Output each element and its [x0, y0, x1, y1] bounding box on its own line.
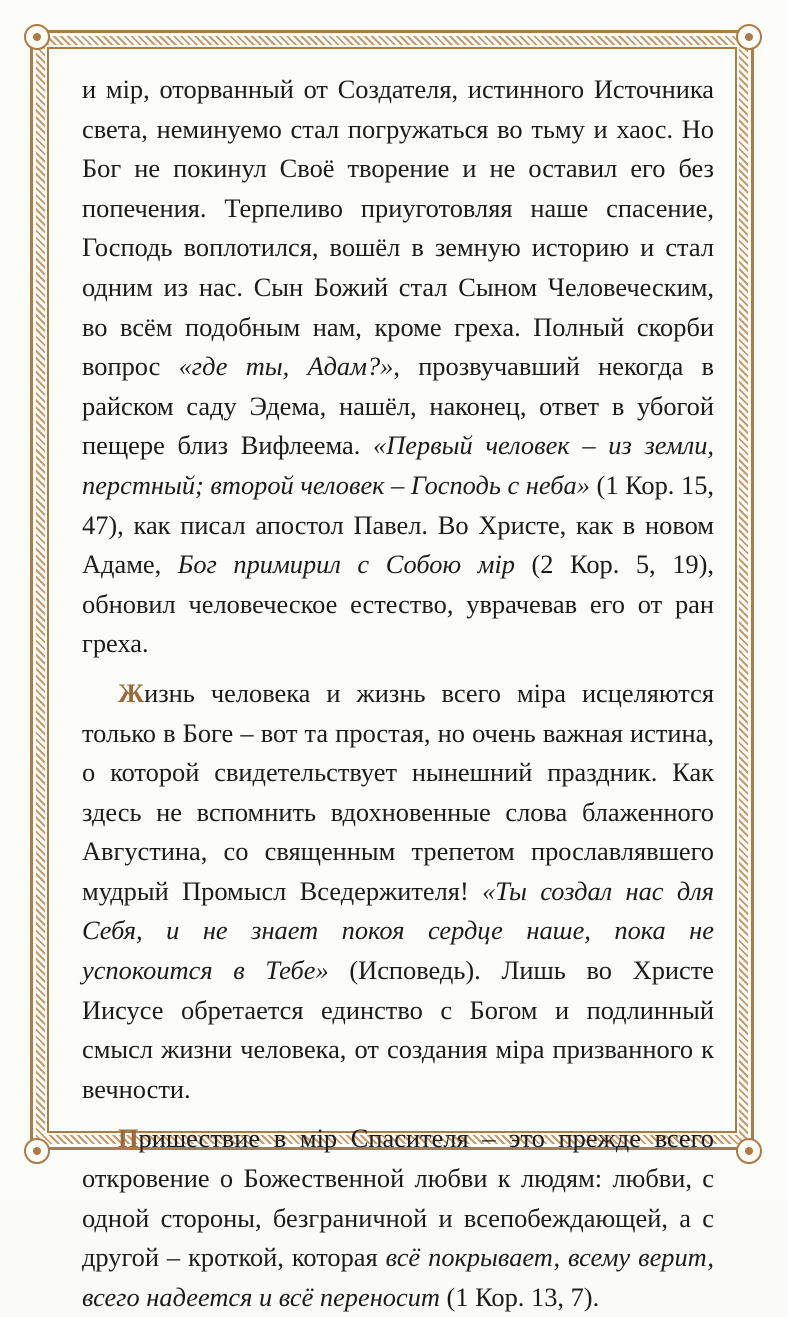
text-run: (1 Кор. 15, 47), как писал апостол Павел. Во Христе, как в новом Адаме,	[82, 469, 714, 580]
quote-run: «где ты, Адам?»	[178, 351, 394, 382]
text-run: и мір, оторванный от Создателя, истинного Источника света, неминуемо стал погружаться во тьму и хаос. Но Бог не покинул Своё творение и не оставил его без попечения. Терпеливо приуготовляя наше спасение, Господь воплотился, вошёл в земную историю и стал одним из нас. Сын Божий стал Сыном Человеческим, во всём подобным нам, кроме греха. Полный скорби вопрос	[82, 74, 714, 382]
text-run: , прозвучавший некогда в райском саду Эдема, нашёл, наконец, ответ в убогой пещере близ Вифлеема.	[82, 351, 714, 461]
initial-letter: П	[118, 1123, 139, 1154]
corner-ornament-icon	[24, 1138, 50, 1164]
quote-run: Бог примирил с Собою мір	[177, 549, 515, 580]
paragraph-2	[82, 674, 714, 1110]
text-run: (1 Кор. 13, 7).	[439, 1281, 600, 1312]
quote-run: «Первый человек – из земли, перстный; второй человек – Господь с неба»	[82, 430, 714, 500]
text-run: изнь человека и жизнь всего міра исцеляются только в Боге – вот та простая, но очень важная истина, о которой свидетельствует нынешний праздник. Как здесь не вспомнить вдохновенные слова блаженного Августина, со священным трепетом прославлявшего мудрый Промысл Вседержителя!	[82, 677, 714, 906]
quote-run: «Ты создал нас для Себя, и не знает покоя сердце наше, пока не успокоится в Тебе»	[82, 875, 714, 986]
corner-ornament-icon	[736, 1138, 762, 1164]
text-run: ришествие в мір Спасителя – это прежде всего откровение о Божественной любви к людям: любви, с одной стороны, безграничной и всепобеждающей, а с другой – кроткой, которая	[82, 1123, 714, 1273]
text-run: (Исповедь). Лишь во Христе Иисусе обретается единство с Богом и подлинный смысл жизни человека, от создания міра призванного к вечности.	[82, 955, 715, 1104]
text-run: (2 Кор. 5, 19), обновил человеческое естество, уврачевав его от ран греха.	[82, 549, 714, 659]
initial-letter: Ж	[118, 677, 145, 708]
quote-run: всё покрывает, всему верит, всего надеется и всё переносит	[82, 1242, 714, 1312]
text-body	[82, 70, 714, 1317]
paragraph-3	[82, 1119, 714, 1317]
corner-ornament-icon	[24, 24, 50, 50]
corner-ornament-icon	[736, 24, 762, 50]
paragraph-1	[82, 70, 714, 664]
